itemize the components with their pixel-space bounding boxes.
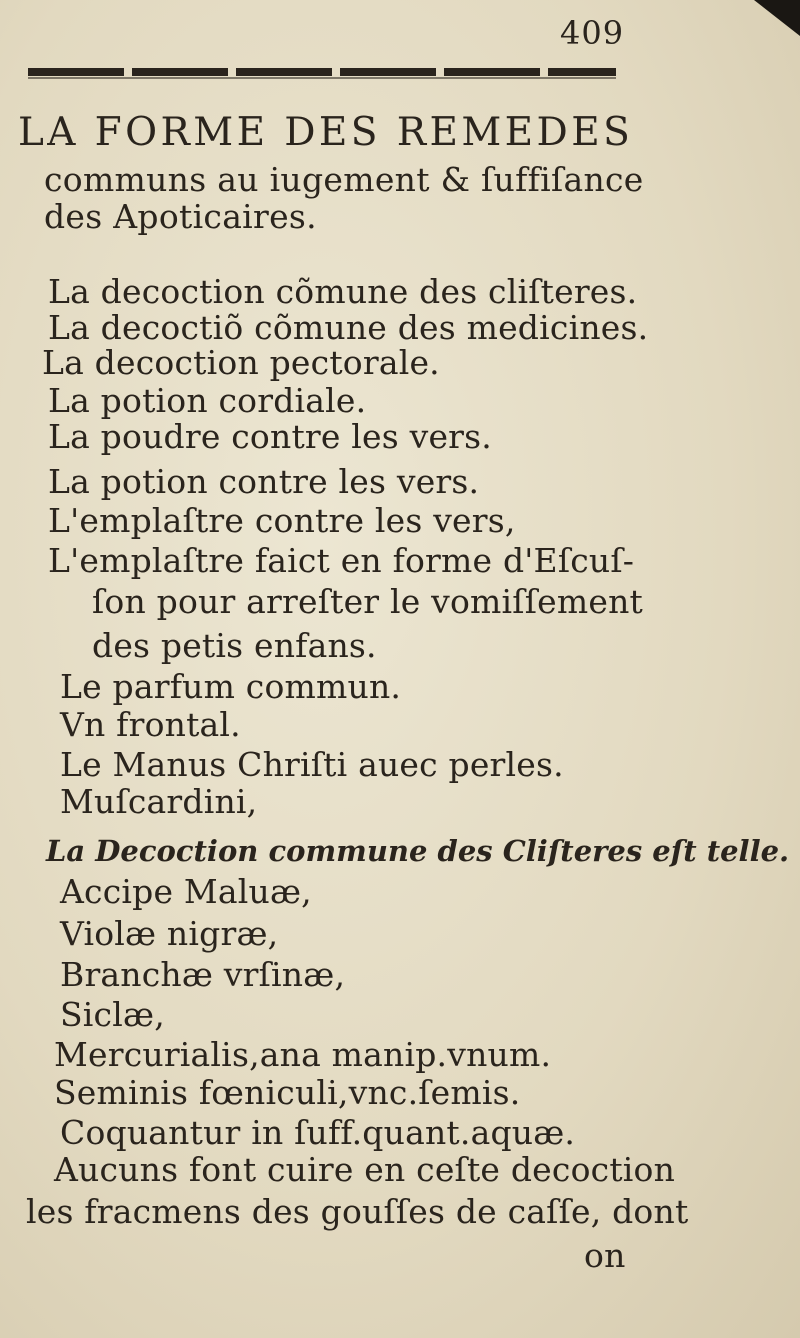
recipe-line: Branchæ vrſinæ, [60, 955, 346, 994]
recipe-heading: La Decoction commune des Cliſteres eſt telle. [46, 834, 790, 868]
recipe-line: Mercurialis,ana manip.vnum. [54, 1035, 552, 1074]
chapter-title: LA FORME DES REMEDES [18, 110, 634, 155]
contents-line: Le parfum commun. [60, 667, 402, 706]
contents-line: La potion contre les vers. [48, 462, 480, 501]
contents-line: La poudre contre les vers. [48, 417, 492, 456]
recipe-line: Accipe Maluæ, [60, 872, 312, 911]
contents-line: des petis enfans. [92, 626, 377, 665]
recipe-line: Siclæ, [60, 995, 165, 1034]
recipe-line: Seminis fœniculi,vnc.ſemis. [54, 1073, 521, 1112]
contents-line: ſon pour arreſter le vomiſſement [92, 582, 643, 621]
contents-line: La decoctiõ cõmune des medicines. [48, 308, 649, 347]
recipe-line: Coquantur in ſuff.quant.aquæ. [60, 1113, 576, 1152]
contents-line: Muſcardini, [60, 782, 258, 821]
recipe-line: Violæ nigræ, [60, 914, 279, 953]
contents-line: La decoction pectorale. [42, 343, 440, 382]
recipe-line: on [584, 1236, 626, 1275]
contents-line: L'emplaſtre contre les vers, [48, 501, 516, 540]
recipe-line: Aucuns font cuire en ceſte decoction [54, 1150, 676, 1189]
page-number: 409 [560, 14, 625, 52]
contents-line: La decoction cõmune des cliſteres. [48, 272, 638, 311]
page-corner-shadow [754, 0, 800, 36]
contents-line: Le Manus Chriſti auec perles. [60, 745, 564, 784]
contents-line: Vn frontal. [60, 705, 241, 744]
contents-line: La potion cordiale. [48, 381, 367, 420]
contents-line: L'emplaſtre faict en forme d'Eſcuſ- [48, 541, 635, 580]
ornamental-rule [28, 68, 616, 76]
recipe-line: les fracmens des gouſſes de caſſe, dont [26, 1192, 689, 1231]
chapter-subtitle-line: communs au iugement & ſuffiſance [44, 160, 644, 199]
chapter-subtitle-line: des Apoticaires. [44, 197, 317, 236]
